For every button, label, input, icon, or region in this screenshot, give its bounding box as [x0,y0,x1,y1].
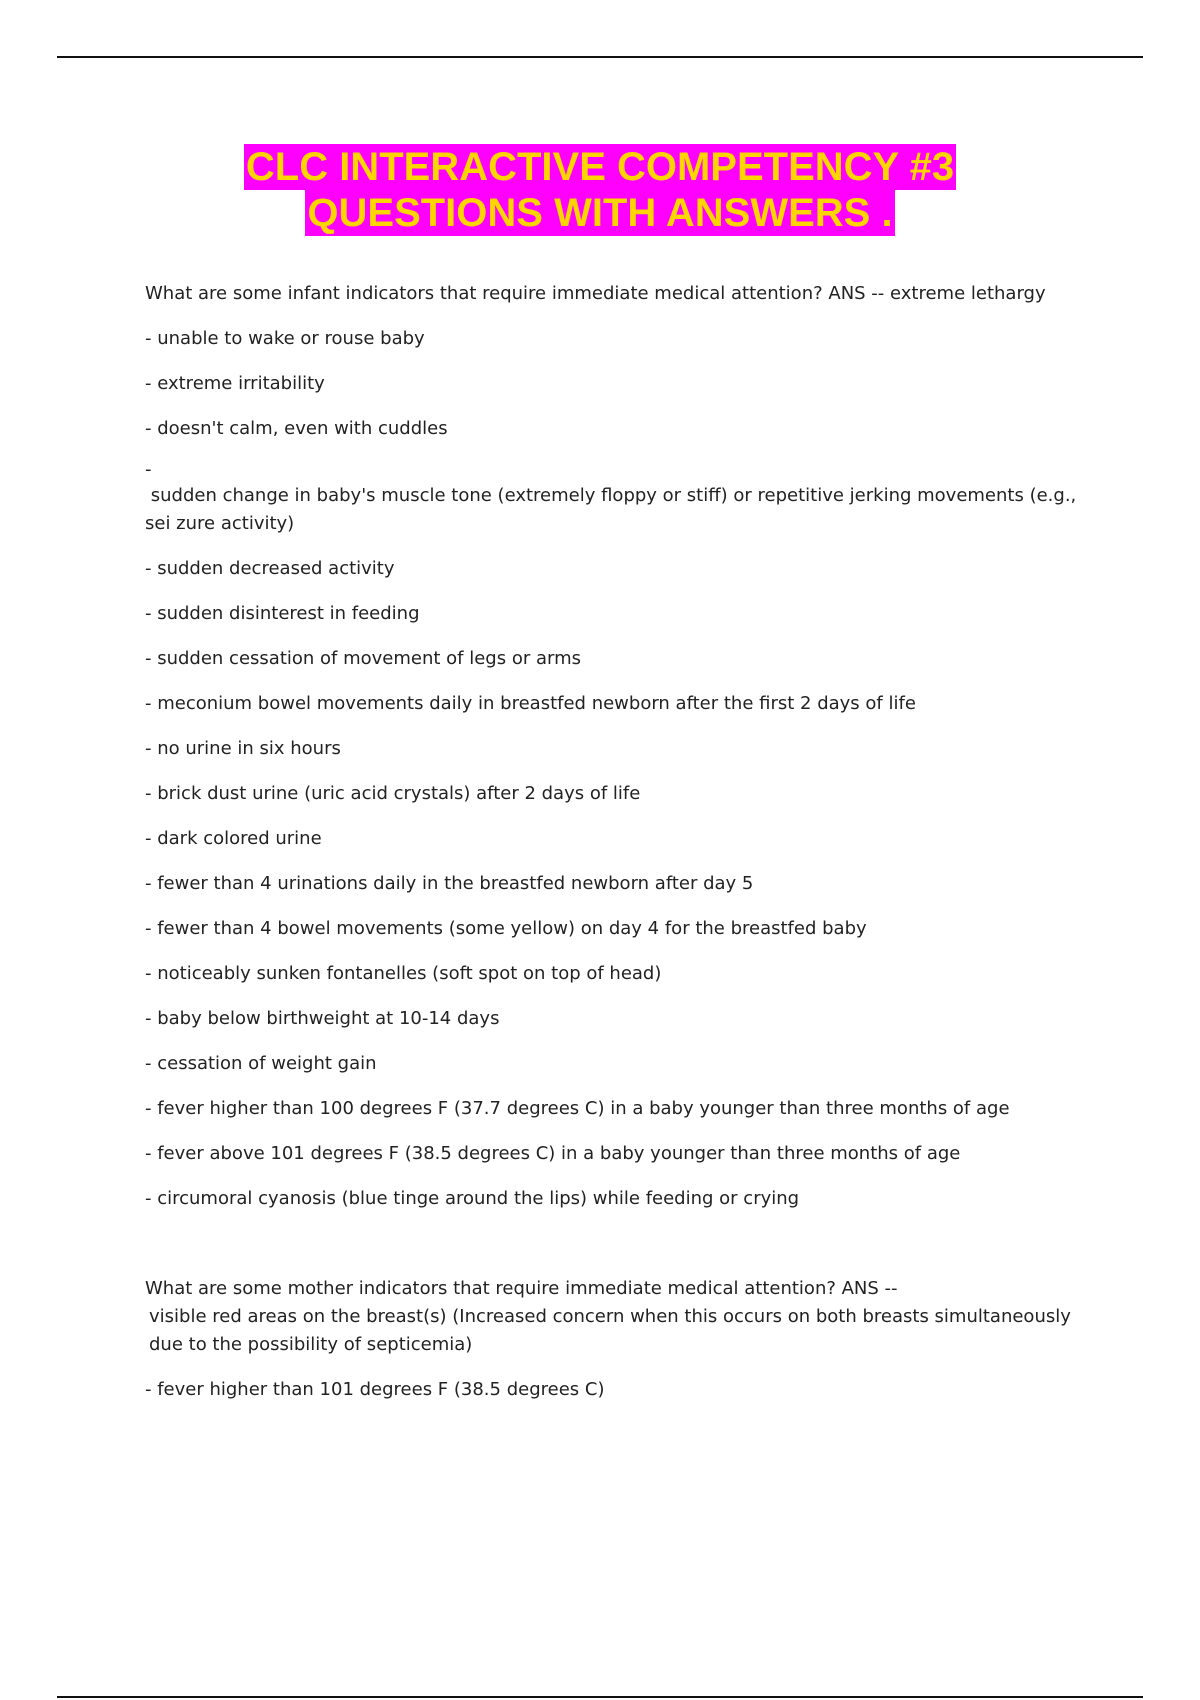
list-item: - unable to wake or rouse baby [145,328,425,349]
document-title [0,144,1200,236]
list-item: - fewer than 4 urinations daily in the breastfed newborn after day 5 [145,873,754,894]
list-item-wrapped: sudden change in baby's muscle tone (extremely floppy or stiff) or repetitive jerking movements (e.g., sei zure activity) [145,485,1082,534]
list-item: - doesn't calm, even with cuddles [145,418,448,439]
title-line-1: CLC INTERACTIVE COMPETENCY #3 [245,145,955,189]
bottom-rule [57,1696,1143,1698]
list-item: - sudden decreased activity [145,558,395,579]
list-item: - no urine in six hours [145,738,341,759]
question-2-answer: visible red areas on the breast(s) (Increased concern when this occurs on both breasts simultaneously due to the possibility of septicemia) [149,1306,1071,1355]
list-item: - cessation of weight gain [145,1053,377,1074]
list-item: - meconium bowel movements daily in breastfed newborn after the first 2 days of life [145,693,916,714]
list-item: - noticeably sunken fontanelles (soft spot on top of head) [145,963,662,984]
list-item: - sudden cessation of movement of legs or arms [145,648,581,669]
list-item: - circumoral cyanosis (blue tinge around the lips) while feeding or crying [145,1188,800,1209]
list-item: - baby below birthweight at 10-14 days [145,1008,500,1029]
list-item: - fever higher than 100 degrees F (37.7 degrees C) in a baby younger than three months of age [145,1098,1010,1119]
list-item: - extreme irritability [145,373,325,394]
title-line-2: QUESTIONS WITH ANSWERS . [307,191,893,235]
list-item: - brick dust urine (uric acid crystals) after 2 days of life [145,783,641,804]
list-item: - fever higher than 101 degrees F (38.5 degrees C) [145,1379,605,1400]
list-item: - sudden disinterest in feeding [145,603,420,624]
question-2: What are some mother indicators that require immediate medical attention? ANS -- [145,1278,898,1299]
list-item: - fewer than 4 bowel movements (some yellow) on day 4 for the breastfed baby [145,918,867,939]
list-item-dash: - [145,459,152,480]
top-rule [57,56,1143,58]
list-item: - fever above 101 degrees F (38.5 degrees C) in a baby younger than three months of age [145,1143,961,1164]
list-item: - dark colored urine [145,828,322,849]
question-1: What are some infant indicators that require immediate medical attention? ANS -- extreme lethargy [145,283,1046,304]
document-body [145,280,1095,1404]
